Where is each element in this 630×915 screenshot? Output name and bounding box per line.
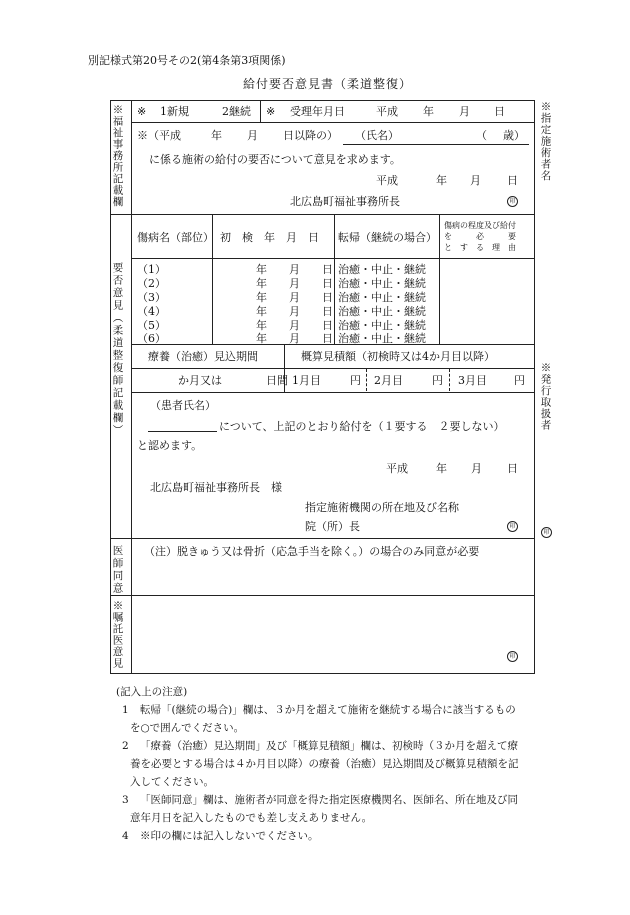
age-label: 歳）: [503, 129, 525, 142]
note-1-line-b: を○で囲んでください。: [130, 722, 245, 734]
director-seal: 印: [507, 521, 518, 532]
note-2-line-c: 入してください。: [130, 776, 214, 788]
table-row-outcome[interactable]: 治癒・中止・継続: [338, 291, 426, 304]
table-row-no: （1）: [137, 263, 166, 276]
since-prefix: ※（平成: [137, 129, 181, 142]
shokutaku-side-label: ※嘱託医意見: [111, 600, 124, 669]
approve-day: 日: [507, 462, 518, 475]
col-need-line2: を 必 要: [444, 232, 516, 241]
table-row-date: 年 月 日: [256, 319, 333, 332]
ishi-side-label: 医師同意: [111, 545, 124, 595]
form-reference: 別記様式第20号その2(第4条第3項関係): [88, 54, 286, 67]
table-row-date: 年 月 日: [256, 332, 333, 345]
month-3-label: 3月目: [458, 374, 487, 387]
office-head: 北広島町福祉事務所長: [290, 195, 400, 208]
note-2-line-a: 「療養（治癒）見込期間」及び「概算見積額」欄は、初検時（３か月を超えて療: [140, 740, 518, 752]
mark-2: ※: [266, 105, 276, 118]
doctor-consent-note: （注）脱きゅう又は骨折（応急手当を除く。）の場合のみ同意が必要: [144, 545, 480, 558]
note-3-line-b: 意年月日を記入したものでも差し支えありません。: [130, 812, 373, 824]
note-2-number: 2: [122, 740, 129, 752]
col-first-visit: 初 検 年 月 日: [220, 231, 319, 244]
table-row-outcome[interactable]: 治癒・中止・継続: [338, 263, 426, 276]
youhi-side-label: 要否意見（柔道整復師記載欄）: [111, 262, 124, 437]
note-1-number: 1: [122, 704, 129, 716]
name-label: （氏名）: [355, 129, 399, 142]
request-year: 年: [436, 174, 447, 187]
since-year: 年: [211, 129, 222, 142]
table-row-date: 年 月 日: [256, 263, 333, 276]
received-year: 年: [423, 105, 434, 118]
table-row-no: （4）: [137, 305, 166, 318]
col-need-line1: 傷病の程度及び給付: [444, 221, 516, 230]
note-2-line-b: 養を必要とする場合は４か月目以降）の療養（治癒）見込期間及び概算見積額を記: [130, 758, 519, 770]
table-row-no: （6）: [137, 332, 166, 345]
note-4-line-a: ※印の欄には記入しないでください。: [140, 830, 319, 842]
approve-text: と認めます。: [137, 439, 203, 452]
received-date-label: 受理年月日: [290, 105, 345, 118]
request-month: 月: [470, 174, 481, 187]
form-title: 給付要否意見書（柔道整復）: [243, 77, 413, 91]
table-row-date: 年 月 日: [256, 291, 333, 304]
note-3-number: 3: [122, 794, 129, 806]
office-seal: 印: [507, 196, 518, 207]
note-1-line-a: 転帰「(継続の場合)」欄は、３か月を超えて施術を継続する場合に該当するもの: [140, 704, 516, 716]
request-heisei: 平成: [376, 174, 398, 187]
approve-heisei: 平成: [386, 462, 408, 475]
table-row-no: （3）: [137, 291, 166, 304]
since-suffix: 日以降の）: [283, 129, 338, 142]
note-3-line-a: 「医師同意」欄は、施術者が同意を得た指定医療機関名、医師名、所在地及び同: [140, 794, 518, 806]
received-heisei: 平成: [376, 105, 398, 118]
received-month: 月: [459, 105, 470, 118]
facility-label: 指定施術機関の所在地及び名称: [305, 501, 459, 514]
month-1-yen: 円: [350, 374, 361, 387]
fukushi-side-label: ※福祉事務所記載欄: [111, 104, 124, 208]
month-2-label: 2月目: [374, 374, 403, 387]
mark-1: ※: [137, 105, 147, 118]
table-row-no: （5）: [137, 319, 166, 332]
table-row-outcome[interactable]: 治癒・中止・継続: [338, 277, 426, 290]
shitei-outside-label: ※指定施術者名: [539, 101, 552, 182]
table-row-date: 年 月 日: [256, 277, 333, 290]
approve-year: 年: [436, 462, 447, 475]
age-open: （: [476, 129, 487, 142]
table-row-outcome[interactable]: 治癒・中止・継続: [338, 305, 426, 318]
approve-month: 月: [471, 462, 482, 475]
doctor-opinion-seal: 印: [507, 651, 518, 662]
estimate-label: 概算見積額（初検時又は4か月目以降）: [301, 350, 495, 363]
month-1-label: 1月目: [292, 374, 321, 387]
continue-option[interactable]: 2継続: [222, 105, 251, 118]
note-4-number: 4: [122, 830, 129, 842]
table-row-outcome[interactable]: 治癒・中止・継続: [338, 319, 426, 332]
addressee: 北広島町福祉事務所長 様: [150, 481, 282, 494]
period-value: か月又は 日間: [178, 374, 288, 387]
new-option[interactable]: 1新規: [160, 105, 189, 118]
since-month: 月: [247, 129, 258, 142]
col-injury: 傷病名（部位）: [137, 231, 214, 244]
table-row-no: （2）: [137, 277, 166, 290]
notes-heading: (記入上の注意): [116, 686, 188, 698]
request-text: に係る施術の給付の要否について意見を求めます。: [149, 153, 401, 166]
request-day: 日: [507, 174, 518, 187]
month-3-yen: 円: [514, 374, 525, 387]
patient-name-label: （患者氏名）: [150, 399, 216, 412]
hakko-outside-label: ※発行取扱者: [539, 362, 552, 431]
received-day: 日: [494, 105, 505, 118]
about-text: について、上記のとおり給付を（１要する ２要しない）: [219, 420, 505, 433]
col-need-line3: と す る 理 由: [444, 243, 516, 252]
director-label: 院（所）長: [305, 520, 360, 533]
hakko-seal: 印: [541, 527, 552, 538]
col-outcome: 転帰（継続の場合）: [338, 231, 437, 244]
month-2-yen: 円: [432, 374, 443, 387]
table-row-date: 年 月 日: [256, 305, 333, 318]
table-row-outcome[interactable]: 治癒・中止・継続: [338, 332, 426, 345]
period-label: 療養（治癒）見込期間: [148, 350, 258, 363]
